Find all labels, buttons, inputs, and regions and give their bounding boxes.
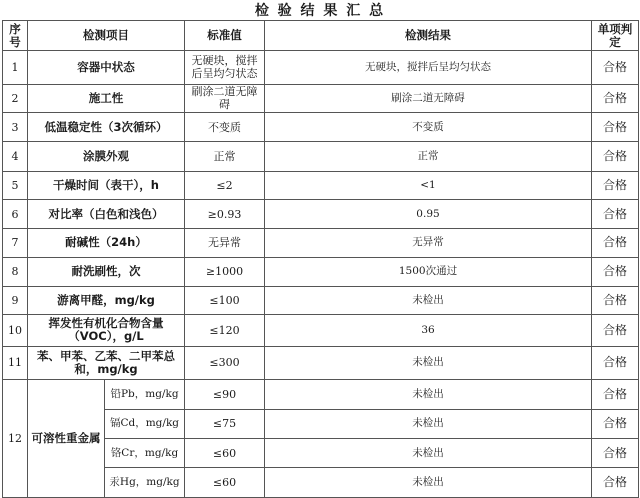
- row-seq: 2: [3, 84, 28, 112]
- row-judgment: 合格: [592, 409, 639, 438]
- header-result: 检测结果: [265, 21, 592, 51]
- row-result: 未检出: [265, 438, 592, 467]
- row-item: 对比率（白色和浅色）: [28, 200, 185, 228]
- header-standard: 标准值: [185, 21, 265, 51]
- row-judgment: 合格: [592, 112, 639, 141]
- row-result: 36: [265, 315, 592, 346]
- row-judgment: 合格: [592, 228, 639, 257]
- row-result: 不变质: [265, 112, 592, 141]
- row-result: 0.95: [265, 200, 592, 228]
- row-result: 未检出: [265, 409, 592, 438]
- row-standard: 刷涂二道无障碍: [185, 84, 265, 112]
- row-standard: ≤75: [185, 409, 265, 438]
- row-item: 挥发性有机化合物含量（VOC），g/L: [28, 315, 185, 346]
- table-row: [3, 315, 639, 346]
- row-judgment: 合格: [592, 171, 639, 199]
- row-standard: ≤120: [185, 315, 265, 346]
- row-seq: 10: [3, 315, 28, 346]
- row-judgment: 合格: [592, 438, 639, 467]
- row-item: 低温稳定性（3次循环）: [28, 112, 185, 141]
- row-judgment: 合格: [592, 84, 639, 112]
- row-item: 耐洗刷性，次: [28, 258, 185, 286]
- table-row: [3, 200, 639, 228]
- row-judgment: 合格: [592, 315, 639, 346]
- row-standard: ≤90: [185, 380, 265, 409]
- row-standard: ≤60: [185, 438, 265, 467]
- row-item: 耐碱性（24h）: [28, 228, 185, 257]
- row-seq: 11: [3, 346, 28, 380]
- sub-item-name: 铅Pb，mg/kg: [105, 380, 185, 409]
- table-row: [3, 228, 639, 257]
- table-row: [3, 286, 639, 314]
- row-item: 施工性: [28, 84, 185, 112]
- row-result: 未检出: [265, 380, 592, 409]
- row-result: 未检出: [265, 286, 592, 314]
- sub-item-name: 汞Hg，mg/kg: [105, 468, 185, 498]
- results-table: [2, 20, 639, 498]
- row-result: 无异常: [265, 228, 592, 257]
- header-judgment: 单项判定: [592, 21, 639, 51]
- table-title: 检 验 结 果 汇 总: [254, 3, 386, 19]
- row-item: 涂膜外观: [28, 142, 185, 171]
- row-result: <1: [265, 171, 592, 199]
- row-judgment: 合格: [592, 380, 639, 409]
- row-item: 干燥时间（表干），h: [28, 171, 185, 199]
- table-row: [3, 84, 639, 112]
- header-seq: 序号: [3, 21, 28, 51]
- heavy-metals-item: 可溶性重金属: [28, 380, 105, 498]
- row-judgment: 合格: [592, 51, 639, 85]
- sub-item-name: 镉Cd，mg/kg: [105, 409, 185, 438]
- row-standard: ≤60: [185, 468, 265, 498]
- row-result: 正常: [265, 142, 592, 171]
- row-seq: 5: [3, 171, 28, 199]
- row-result: 无硬块，搅拌后呈均匀状态: [265, 51, 592, 85]
- row-judgment: 合格: [592, 142, 639, 171]
- row-seq: 4: [3, 142, 28, 171]
- row-standard: ≤100: [185, 286, 265, 314]
- row-seq: 6: [3, 200, 28, 228]
- row-seq: 12: [3, 380, 28, 498]
- table-row: [3, 380, 639, 409]
- row-judgment: 合格: [592, 346, 639, 380]
- table-row: [3, 142, 639, 171]
- row-seq: 3: [3, 112, 28, 141]
- row-result: 刷涂二道无障碍: [265, 84, 592, 112]
- table-row: [3, 171, 639, 199]
- row-standard: ≥1000: [185, 258, 265, 286]
- row-item: 游离甲醛，mg/kg: [28, 286, 185, 314]
- row-standard: 无硬块，搅拌后呈均匀状态: [185, 51, 265, 85]
- row-result: 未检出: [265, 346, 592, 380]
- row-result: 未检出: [265, 468, 592, 498]
- row-standard: ≤2: [185, 171, 265, 199]
- row-judgment: 合格: [592, 286, 639, 314]
- row-seq: 9: [3, 286, 28, 314]
- row-standard: ≥0.93: [185, 200, 265, 228]
- row-judgment: 合格: [592, 200, 639, 228]
- row-item: 容器中状态: [28, 51, 185, 85]
- row-judgment: 合格: [592, 258, 639, 286]
- row-seq: 8: [3, 258, 28, 286]
- row-item: 苯、甲苯、乙苯、二甲苯总和，mg/kg: [28, 346, 185, 380]
- table-row: [3, 346, 639, 380]
- table-row: [3, 258, 639, 286]
- table-row: [3, 51, 639, 85]
- row-standard: ≤300: [185, 346, 265, 380]
- row-result: 1500次通过: [265, 258, 592, 286]
- table-row: [3, 112, 639, 141]
- row-standard: 不变质: [185, 112, 265, 141]
- sub-item-name: 铬Cr，mg/kg: [105, 438, 185, 467]
- row-seq: 7: [3, 228, 28, 257]
- header-item: 检测项目: [28, 21, 185, 51]
- row-standard: 无异常: [185, 228, 265, 257]
- row-judgment: 合格: [592, 468, 639, 498]
- row-seq: 1: [3, 51, 28, 85]
- header-row: [3, 21, 639, 51]
- row-standard: 正常: [185, 142, 265, 171]
